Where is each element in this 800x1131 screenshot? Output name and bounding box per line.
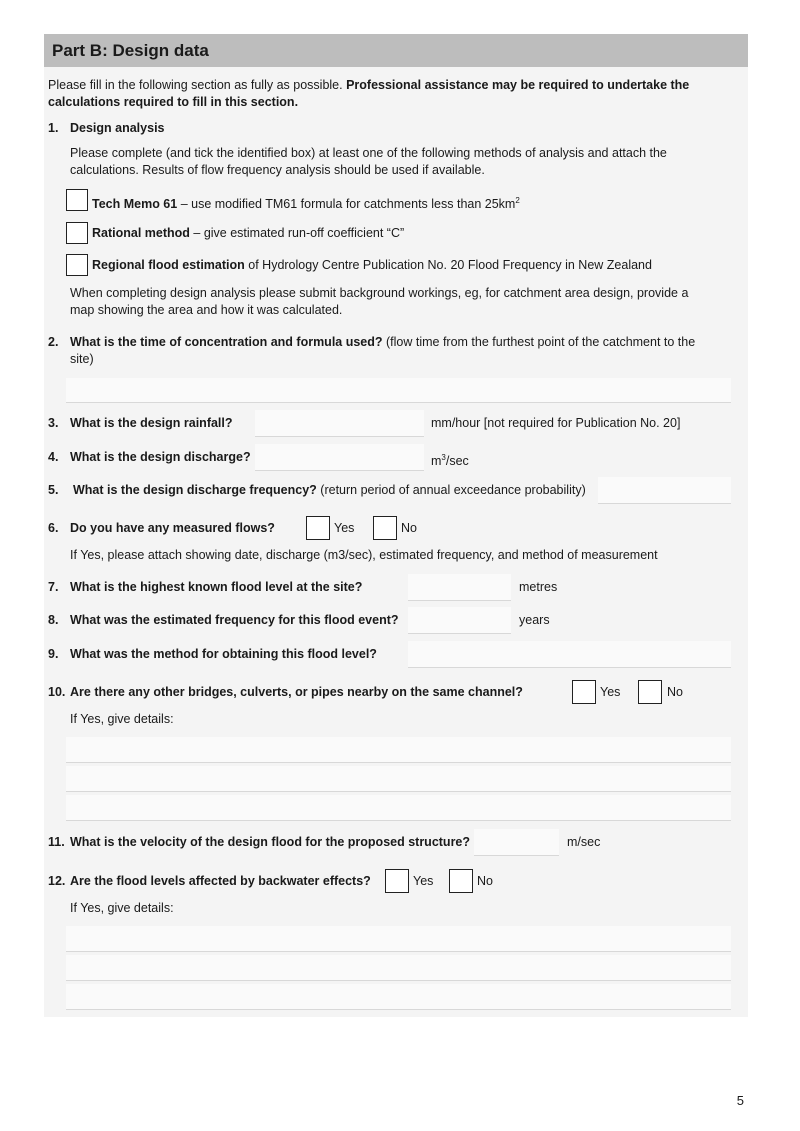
q11-question: What is the velocity of the design flood for the proposed structure? [70,835,471,849]
q5-bold: What is the design discharge frequency? [73,483,317,497]
q6-question: Do you have any measured flows? [70,521,275,535]
q3-input[interactable] [255,410,424,437]
q1-option-tm61 [92,192,520,213]
q6-yes-label: Yes [334,521,355,535]
rational-desc: – give estimated run-off coefficient “C” [189,226,405,240]
q10-details-line-3[interactable] [66,795,731,821]
q12-yes-checkbox[interactable] [385,869,409,893]
q10-details-line-2[interactable] [66,766,731,792]
q12-yes-label: Yes [413,874,434,888]
regional-desc: of Hydrology Centre Publication No. 20 Flood Frequency in New Zealand [244,258,652,272]
q6-no-label: No [401,521,417,535]
q10-number: 10. [48,685,66,699]
q5-rest: (return period of annual exceedance probability) [316,483,586,497]
intro-bold-2: calculations required to fill in this section. [48,95,299,109]
q6-no-checkbox[interactable] [373,516,397,540]
q7-number: 7. [48,580,59,594]
q12-details-line-3[interactable] [66,984,731,1010]
q3-unit: mm/hour [not required for Publication No. 20] [431,416,681,430]
q2-number: 2. [48,335,59,349]
rational-checkbox[interactable] [66,222,88,244]
tm61-label: Tech Memo 61 [92,197,178,212]
q3-number: 3. [48,416,59,430]
q8-unit: years [519,613,550,627]
q8-input[interactable] [408,607,511,634]
q1-desc-2: calculations. Results of flow frequency analysis should be used if available. [70,163,485,177]
regional-label: Regional flood estimation [92,258,245,272]
q5-number: 5. [48,483,59,497]
q10-details-line-1[interactable] [66,737,731,763]
q11-unit: m/sec [567,835,601,849]
q4-question: What is the design discharge? [70,450,251,464]
q1-title: Design analysis [70,121,165,135]
q1-number: 1. [48,121,59,135]
q4-input[interactable] [255,444,424,471]
q12-no-label: No [477,874,493,888]
q9-question: What was the method for obtaining this flood level? [70,647,377,661]
q6-yes-checkbox[interactable] [306,516,330,540]
q10-details-label: If Yes, give details: [70,712,174,726]
q7-question: What is the highest known flood level at the site? [70,580,363,594]
q10-yes-label: Yes [600,685,621,699]
q9-input[interactable] [408,641,731,668]
q10-yes-checkbox[interactable] [572,680,596,704]
tm61-checkbox[interactable] [66,189,88,211]
q1-option-regional [92,257,652,274]
q12-question: Are the flood levels affected by backwater effects? [70,874,371,888]
rational-label: Rational method [92,226,190,240]
q10-no-checkbox[interactable] [638,680,662,704]
tm61-desc: – use modified TM61 formula for catchments less than 25km [177,197,516,212]
q8-question: What was the estimated frequency for this flood event? [70,613,399,627]
q6-number: 6. [48,521,59,535]
q11-number: 11. [48,835,65,849]
page-number: 5 [736,1093,744,1108]
q2-rest: (flow time from the furthest point of the catchment to the [382,335,696,349]
regional-checkbox[interactable] [66,254,88,276]
q2-bold: What is the time of concentration and formula used? [70,335,383,349]
q7-input[interactable] [408,574,511,601]
q7-unit: metres [519,580,558,594]
q11-input[interactable] [474,829,559,856]
q10-question: Are there any other bridges, culverts, or pipes nearby on the same channel? [70,685,523,699]
q6-note: If Yes, please attach showing date, discharge (m3/sec), estimated frequency, and method of measurement [70,548,658,562]
q2-rest-2: site) [70,352,94,366]
q5-question [73,482,586,499]
q2-input[interactable] [66,378,731,403]
q1-option-rational [92,225,404,242]
q3-question: What is the design rainfall? [70,416,233,430]
q4-unit-sup: 3 [441,453,446,462]
q4-number: 4. [48,450,59,464]
q12-details-line-1[interactable] [66,926,731,952]
section-title: Part B: Design data [52,41,209,60]
intro-text: Please fill in the following section as fully as possible. [48,78,347,92]
intro-line-1 [48,77,689,94]
q10-no-label: No [667,685,683,699]
intro-bold-1: Professional assistance may be required to undertake the [346,78,690,92]
q4-unit [431,449,469,470]
q4-unit-pre: m [431,454,442,469]
q1-note-2: map showing the area and how it was calculated. [70,303,343,317]
q5-input[interactable] [598,477,731,504]
q1-desc-1: Please complete (and tick the identified box) at least one of the following methods of analysis and attach the [70,146,667,160]
q9-number: 9. [48,647,59,661]
q8-number: 8. [48,613,59,627]
q4-unit-post: /sec [445,454,469,469]
q12-number: 12. [48,874,66,888]
q1-note-1: When completing design analysis please submit background workings, eg, for catchment area design, provide a [70,286,689,300]
q12-details-label: If Yes, give details: [70,901,174,915]
q12-no-checkbox[interactable] [449,869,473,893]
q2-question [70,334,695,351]
q12-details-line-2[interactable] [66,955,731,981]
tm61-sup: 2 [515,196,520,205]
